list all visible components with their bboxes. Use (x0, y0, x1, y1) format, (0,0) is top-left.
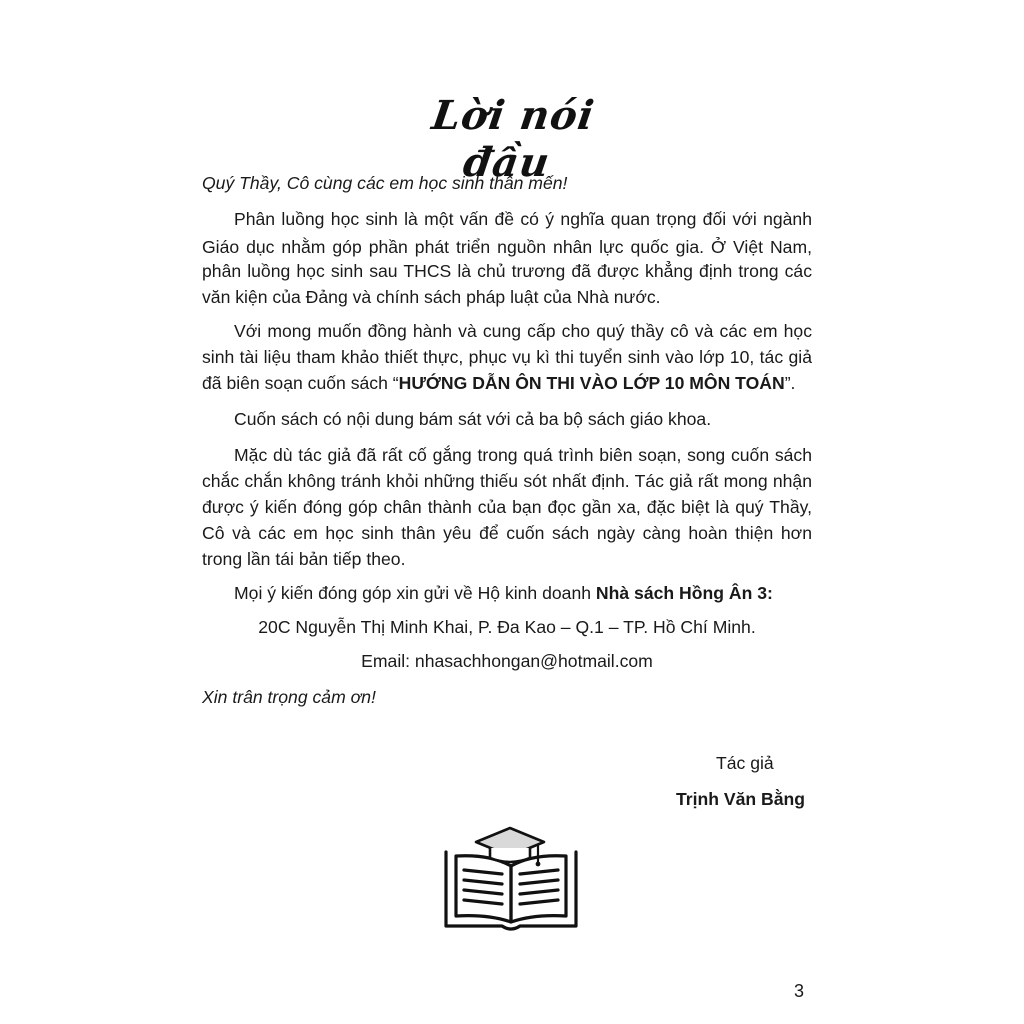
paragraph-4-line-5: trong lần tái bản tiếp theo. (202, 549, 406, 569)
paragraph-5 (234, 582, 844, 604)
paragraph-2-prefix: đã biên soạn cuốn sách “ (202, 373, 399, 393)
page-number: 3 (794, 981, 805, 1001)
paragraph-1-line-3: phân luồng học sinh sau THCS là chủ trương đã được khẳng định trong các (202, 261, 812, 281)
book-title: HƯỚNG DẪN ÔN THI VÀO LỚP 10 MÔN TOÁN (398, 373, 785, 393)
author-label: Tác giả (716, 753, 774, 773)
paragraph-1-line-4: văn kiện của Đảng và chính sách pháp luật của Nhà nước. (202, 287, 661, 307)
paragraph-2-suffix: ”. (784, 373, 796, 393)
paragraph-4-line-1: Mặc dù tác giả đã rất cố gắng trong quá trình biên soạn, song cuốn sách (234, 445, 812, 465)
closing: Xin trân trọng cảm ơn! (202, 687, 376, 707)
paragraph-2-line-2: sinh tài liệu tham khảo thiết thực, phục vụ kì thi tuyển sinh vào lớp 10, tác giả (202, 347, 812, 367)
address: 20C Nguyễn Thị Minh Khai, P. Đa Kao – Q.1 – TP. Hồ Chí Minh. (258, 617, 756, 637)
paragraph-1-line-1: Phân luồng học sinh là một vấn đề có ý nghĩa quan trọng đối với ngành (234, 209, 812, 229)
paragraph-4-line-2: chắc chắn không tránh khỏi những thiếu sót nhất định. Tác giả rất mong nhận (202, 471, 812, 491)
greeting: Quý Thầy, Cô cùng các em học sinh thân mến! (202, 173, 568, 193)
open-book-graduation-cap-icon (440, 822, 582, 934)
email: Email: nhasachhongan@hotmail.com (361, 651, 653, 671)
page-title: Lời nói đầu (429, 92, 598, 186)
publisher-name: Nhà sách Hồng Ân 3: (595, 583, 773, 603)
paragraph-4-line-3: được ý kiến đóng góp chân thành của bạn đọc gần xa, đặc biệt là quý Thầy, (202, 497, 812, 517)
paragraph-4-line-4: Cô và các em học sinh thân yêu để cuốn sách ngày càng hoàn thiện hơn (202, 523, 812, 543)
paragraph-1-line-2: Giáo dục nhằm góp phần phát triển nguồn nhân lực quốc gia. Ở Việt Nam, (202, 237, 812, 257)
paragraph-3: Cuốn sách có nội dung bám sát với cả ba bộ sách giáo khoa. (234, 409, 712, 429)
paragraph-2-line-1: Với mong muốn đồng hành và cung cấp cho quý thầy cô và các em học (234, 321, 812, 341)
paragraph-2-line-3 (202, 372, 812, 394)
paragraph-5-prefix: Mọi ý kiến đóng góp xin gửi về Hộ kinh doanh (234, 583, 596, 603)
author-name: Trịnh Văn Bằng (676, 789, 806, 809)
